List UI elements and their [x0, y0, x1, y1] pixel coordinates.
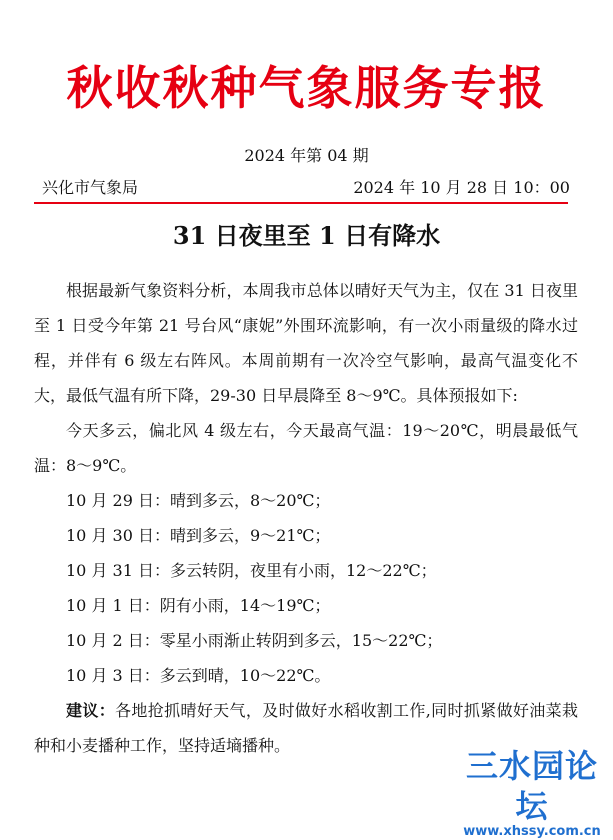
forecast-item: 10 月 29 日：晴到多云，8～20℃； — [66, 491, 331, 510]
today-paragraph: 今天多云，偏北风 4 级左右，今天最高气温：19～20℃，明晨最低气温：8～9℃。 — [34, 421, 578, 475]
forecast-item: 10 月 2 日：零星小雨渐止转阴到多云，15～22℃； — [66, 631, 443, 650]
advice-label: 建议： — [66, 701, 116, 720]
forecast-item: 10 月 31 日：多云转阴，夜里有小雨，12～22℃； — [66, 561, 437, 580]
headline: 31 日夜里至 1 日有降水 — [172, 221, 441, 250]
red-divider — [34, 202, 568, 204]
advice-paragraph — [34, 693, 578, 763]
issue-number: 2024 年第 04 期 — [244, 146, 369, 165]
masthead-title: 秋收秋种气象服务专报 — [66, 61, 547, 115]
issue-datetime: 2024 年 10 月 28 日 10：00 — [353, 178, 570, 197]
forecast-item: 10 月 3 日：多云到晴，10～22℃。 — [66, 666, 331, 685]
watermark-url: www.xhssy.com.cn — [463, 824, 601, 839]
report-body — [34, 273, 578, 763]
issuing-organization: 兴化市气象局 — [42, 178, 139, 197]
watermark-logo: 三水园论坛 — [465, 747, 598, 825]
analysis-paragraph: 根据最新气象资料分析，本周我市总体以晴好天气为主，仅在 31 日夜里至 1 日受今年第 21 号台风“康妮”外围环流影响，有一次小雨量级的降水过程，并伴有 6 级左右阵风。本周前期有一次冷空气影响，最高气温变化不大，最低气温有所下降，29-30 日早晨降至 8～9℃。具体预报如下: — [34, 281, 578, 405]
forecast-item: 10 月 30 日：晴到多云，9～21℃； — [66, 526, 331, 545]
advice-text: 各地抢抓晴好天气，及时做好水稻收割工作,同时抓紧做好油菜栽种和小麦播种工作，坚持适墒播种。 — [34, 701, 578, 755]
forecast-item: 10 月 1 日：阴有小雨，14～19℃； — [66, 596, 331, 615]
